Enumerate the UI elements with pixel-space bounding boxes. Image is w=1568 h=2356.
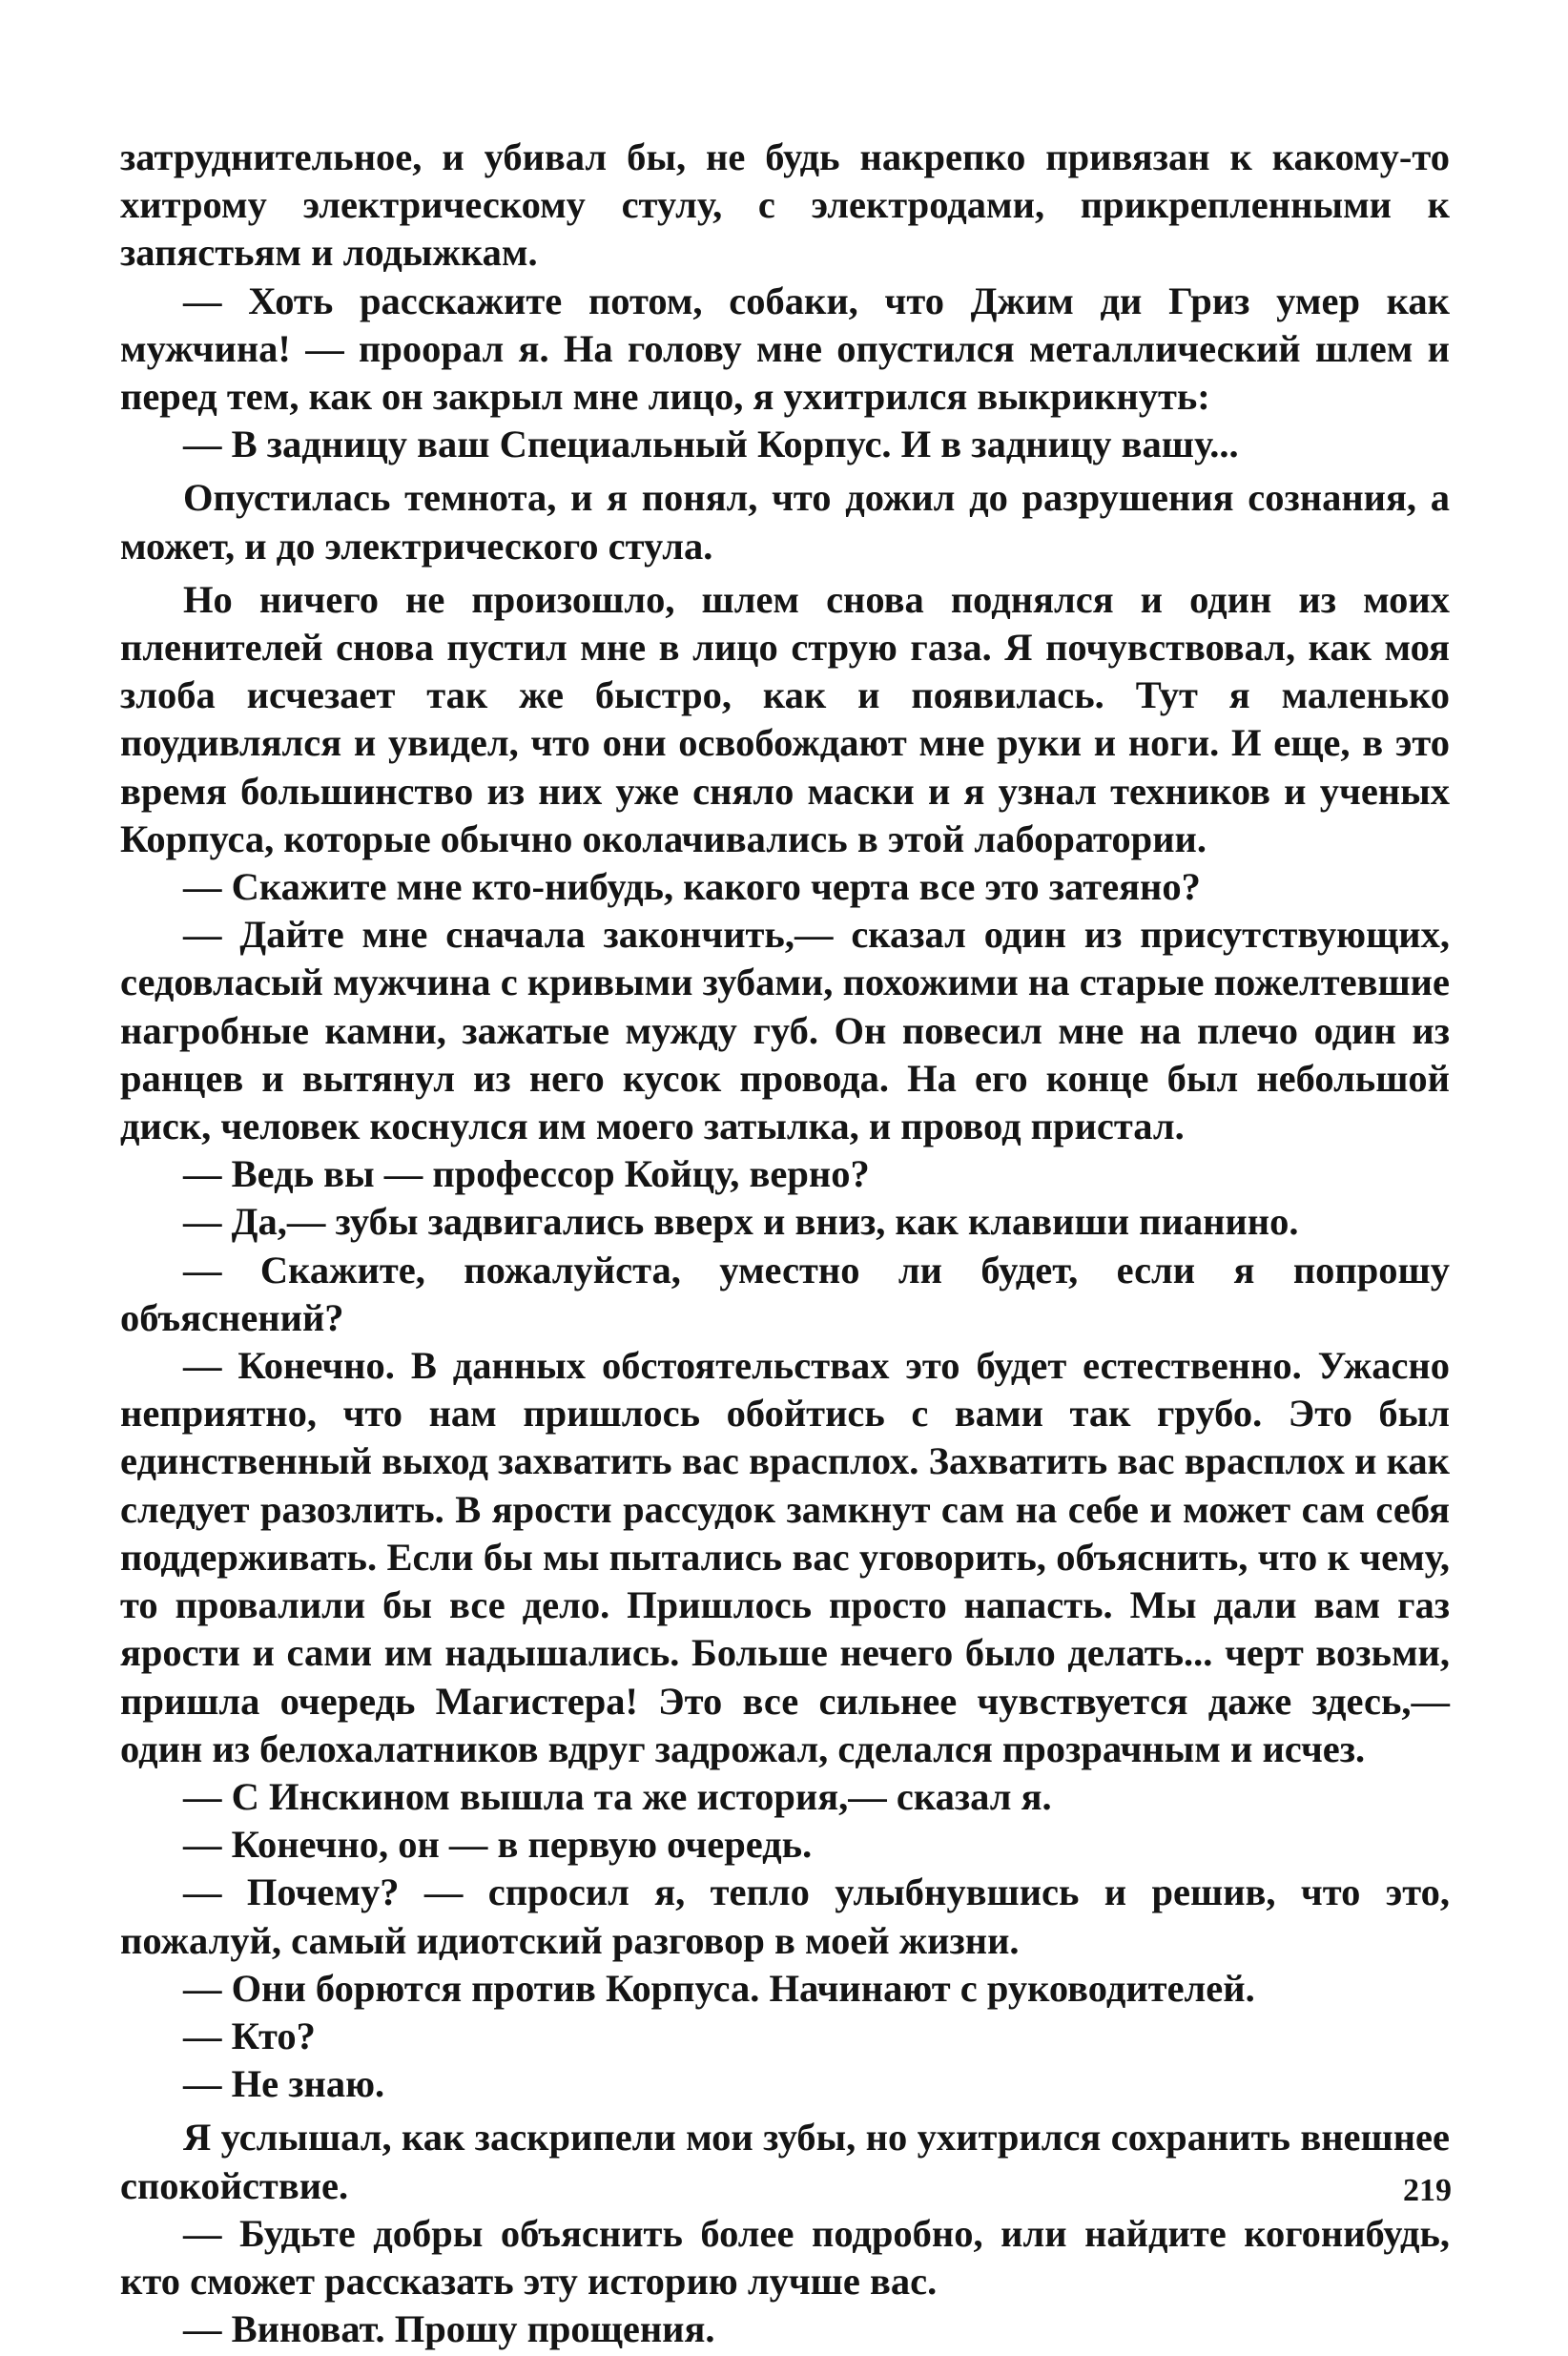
paragraph: — Скажите мне кто-нибудь, какого черта все это затеяно? bbox=[183, 865, 1201, 909]
paragraph: — Не знаю. bbox=[183, 2062, 385, 2106]
paragraph: — Ведь вы — профессор Койцу, верно? bbox=[183, 1152, 870, 1196]
paragraph: — Скажите, пожалуйста, уместно ли будет, если я попрошу объяснений? bbox=[120, 1248, 1450, 1339]
body-text bbox=[120, 134, 1450, 2353]
page-number: 219 bbox=[1403, 2173, 1452, 2208]
paragraph: — С Инскином вышла та же история,— сказал я. bbox=[183, 1774, 1052, 1818]
paragraph: — Виноват. Прошу прощения. bbox=[183, 2307, 715, 2351]
paragraph: — Дайте мне сначала закончить,— сказал один из присутствующих, седовласый мужчина с кривыми зубами, похожими на старые пожелтевшие нагробные камни, зажатые мужду губ. Он повесил мне на плечо один из ранцев и вытянул из него кусок провода. На его конце был небольшой диск, человек коснулся им моего затылка, и провод пристал. bbox=[120, 913, 1450, 1148]
paragraph: — Почему? — спросил я, тепло улыбнувшись и решив, что это, пожалуй, самый идиотский разговор в моей жизни. bbox=[120, 1870, 1450, 1962]
paragraph: — Конечно, он — в первую очередь. bbox=[183, 1823, 813, 1867]
paragraph: — Хоть расскажите потом, собаки, что Джим ди Гриз умер как мужчина! — проорал я. На голову мне опустился металлический шлем и перед тем, как он закрыл мне лицо, я ухитрился выкрикнуть: bbox=[120, 279, 1450, 419]
paragraph: — Конечно. В данных обстоятельствах это будет естественно. Ужасно неприятно, что нам пришлось обойтись с вами так грубо. Это был единственный выход захватить вас врасплох. Захватить вас врасплох и как следует разозлить. В ярости рассудок замкнут сам на себе и может сам себя поддерживать. Если бы мы пытались вас уговорить, объяснить, что к чему, то провалили бы все дело. Пришлось просто напасть. Мы дали вам газ ярости и сами им надышались. Больше нечего было делать... черт возьми, пришла очередь Магистера! Это все сильнее чувствуется даже здесь,— один из белохалатников вдруг задрожал, сделался прозрачным и исчез. bbox=[120, 1344, 1450, 1770]
paragraph: Я услышал, как заскрипели мои зубы, но ухитрился сохранить внешнее спокойствие. bbox=[120, 2116, 1450, 2207]
paragraph: — Кто? bbox=[183, 2014, 316, 2057]
paragraph: — Будьте добры объяснить более подробно, или найдите когонибудь, кто сможет рассказать эту историю лучше вас. bbox=[120, 2211, 1450, 2303]
paragraph: Опустилась темнота, и я понял, что дожил до разрушения сознания, а может, и до электрического стула. bbox=[120, 476, 1450, 568]
paragraph: — В задницу ваш Специальный Корпус. И в задницу вашу... bbox=[183, 423, 1239, 466]
paragraph: — Они борются против Корпуса. Начинают с руководителей. bbox=[183, 1966, 1255, 2010]
paragraph: — Да,— зубы задвигались вверх и вниз, как клавиши пианино. bbox=[183, 1200, 1299, 1244]
paragraph: Но ничего не произошло, шлем снова поднялся и один из моих пленителей снова пустил мне в лицо струю газа. Я почувствовал, как моя злоба исчезает так же быстро, как и появилась. Тут я маленько поудивлялся и увидел, что они освобождают мне руки и ноги. И еще, в это время большинство из них уже сняло маски и я узнал техников и ученых Корпуса, которые обычно околачивались в этой лаборатории. bbox=[120, 577, 1450, 860]
paragraph: затруднительное, и убивал бы, не будь накрепко привязан к какому-то хитрому электрическому стулу, с электродами, прикрепленными к запястьям и лодыжкам. bbox=[120, 135, 1450, 275]
